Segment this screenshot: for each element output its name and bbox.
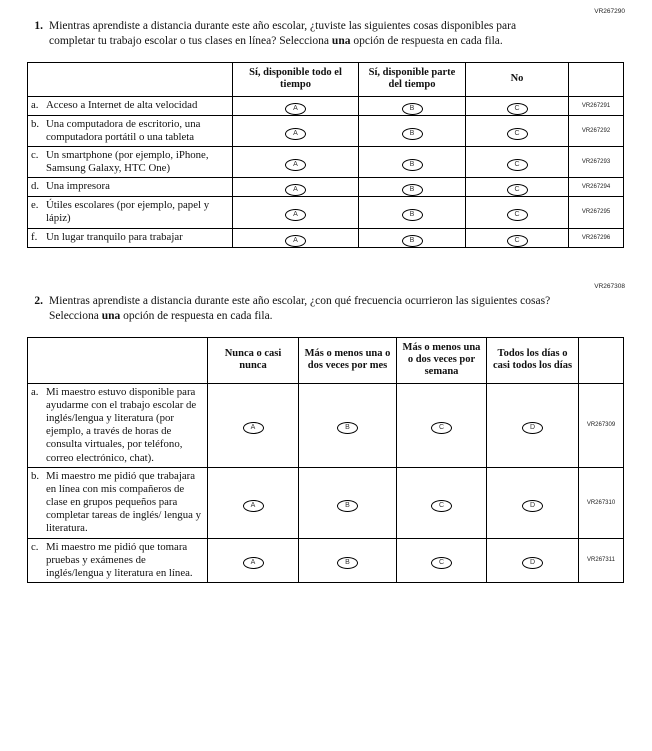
answer-oval[interactable]: B — [402, 128, 423, 140]
table-row — [28, 178, 624, 197]
section-gap — [27, 248, 625, 282]
row-code: VR267292 — [569, 115, 624, 146]
question-2-code: VR267308 — [594, 282, 625, 290]
table-row — [28, 228, 624, 247]
answer-oval[interactable]: B — [402, 209, 423, 221]
answer-oval[interactable]: A — [285, 209, 306, 221]
answer-oval[interactable]: B — [337, 557, 358, 569]
answer-oval[interactable]: B — [402, 159, 423, 171]
row-label: Un lugar tranquilo para trabajar — [46, 230, 183, 243]
answer-oval[interactable]: C — [507, 184, 528, 196]
answer-oval[interactable]: C — [431, 422, 452, 434]
answer-oval[interactable]: D — [522, 557, 543, 569]
row-code: VR267296 — [569, 228, 624, 247]
answer-oval[interactable]: D — [522, 500, 543, 512]
row-code: VR267295 — [569, 197, 624, 228]
question-2-text-after: opción de respuesta en cada fila. — [120, 309, 273, 322]
answer-oval[interactable]: C — [507, 159, 528, 171]
answer-oval[interactable]: B — [402, 184, 423, 196]
row-letter: b. — [31, 469, 40, 482]
question-1-number: 1. — [34, 20, 43, 32]
row-code: VR267311 — [579, 538, 624, 583]
answer-oval[interactable]: B — [337, 422, 358, 434]
answer-oval[interactable]: A — [243, 500, 264, 512]
answer-oval[interactable]: C — [507, 103, 528, 115]
column-header: Todos los días o casi todos los días — [487, 337, 579, 383]
question-1-text-after: opción de respuesta en cada fila. — [350, 34, 503, 47]
question-1-text-before: Mientras aprendiste a distancia durante este año escolar, ¿tuviste las siguientes cosas disponibles para completar tu trabajo escolar o tus clases en línea? Selecciona — [49, 20, 517, 47]
row-letter: b. — [31, 117, 40, 130]
answer-oval[interactable]: C — [507, 209, 528, 221]
row-label: Una impresora — [46, 180, 110, 193]
answer-oval[interactable]: C — [431, 500, 452, 512]
answer-oval[interactable]: A — [243, 422, 264, 434]
answer-oval[interactable]: A — [285, 103, 306, 115]
header-blank — [28, 337, 208, 383]
answer-oval[interactable]: D — [522, 422, 543, 434]
column-header: Más o menos una o dos veces por semana — [397, 337, 487, 383]
header-blank — [28, 62, 233, 96]
answer-oval[interactable]: A — [285, 128, 306, 140]
column-header: Nunca o casi nunca — [208, 337, 299, 383]
answer-oval[interactable]: C — [431, 557, 452, 569]
row-label: Útiles escolares (por ejemplo, papel y lápiz) — [46, 199, 210, 225]
question-2 — [27, 294, 625, 324]
table-row — [28, 383, 624, 467]
row-code: VR267310 — [579, 467, 624, 538]
question-2-text — [49, 294, 561, 324]
column-header: Sí, disponible todo el tiempo — [233, 62, 359, 96]
answer-oval[interactable]: C — [507, 235, 528, 247]
question-2-table — [27, 337, 624, 584]
row-label: Mi maestro me pidió que trabajara en línea con mis compañeros de clase en grupos pequeños para completar tareas de inglés/ lengua y literatura. — [46, 469, 201, 535]
question-1-text — [49, 19, 561, 49]
answer-oval[interactable]: A — [243, 557, 264, 569]
row-letter: e. — [31, 199, 39, 212]
column-header: Más o menos una o dos veces por mes — [299, 337, 397, 383]
row-letter: c. — [31, 148, 39, 161]
answer-oval[interactable]: B — [402, 235, 423, 247]
answer-oval[interactable]: B — [402, 103, 423, 115]
answer-oval[interactable]: A — [285, 184, 306, 196]
question-2-text-before: Mientras aprendiste a distancia durante este año escolar, ¿con qué frecuencia ocurrieron las siguientes cosas? Selecciona — [49, 294, 551, 322]
question-1 — [27, 19, 625, 49]
row-label: Mi maestro me pidió que tomara pruebas y exámenes de inglés/lengua y literatura en línea. — [46, 540, 193, 579]
question-1-bold-word: una — [331, 34, 351, 47]
row-code: VR267309 — [579, 383, 624, 467]
answer-oval[interactable]: A — [285, 235, 306, 247]
table-row — [28, 115, 624, 146]
column-header: Sí, disponible parte del tiempo — [359, 62, 466, 96]
table-row — [28, 197, 624, 228]
table-row — [28, 96, 624, 115]
row-label: Mi maestro estuvo disponible para ayudarme con el trabajo escolar de inglés/lengua y literatura (por ejemplo, a través de horas de consulta virtuales, por teléfono, correo electrónico, chat). — [46, 385, 197, 464]
header-row — [28, 62, 624, 96]
row-letter: a. — [31, 385, 39, 398]
row-letter: d. — [31, 180, 40, 193]
header-row — [28, 337, 624, 383]
table-row — [28, 467, 624, 538]
question-1-table — [27, 62, 624, 248]
row-code: VR267291 — [569, 96, 624, 115]
table-row — [28, 538, 624, 583]
row-letter: a. — [31, 98, 39, 111]
column-header: No — [466, 62, 569, 96]
row-label: Acceso a Internet de alta velocidad — [46, 98, 198, 111]
row-code: VR267294 — [569, 178, 624, 197]
row-letter: f. — [31, 230, 38, 243]
row-code: VR267293 — [569, 146, 624, 177]
row-letter: c. — [31, 540, 39, 553]
row-label: Un smartphone (por ejemplo, iPhone, Samsung Galaxy, HTC One) — [46, 148, 209, 175]
header-blank — [569, 62, 624, 96]
question-2-number: 2. — [34, 294, 43, 307]
answer-oval[interactable]: A — [285, 159, 306, 171]
answer-oval[interactable]: B — [337, 500, 358, 512]
table-row — [28, 146, 624, 177]
question-2-bold-word: una — [101, 309, 121, 322]
answer-oval[interactable]: C — [507, 128, 528, 140]
row-label: Una computadora de escritorio, una computadora portátil o una tableta — [46, 117, 201, 143]
question-1-code: VR267290 — [594, 8, 625, 15]
header-blank — [579, 337, 624, 383]
